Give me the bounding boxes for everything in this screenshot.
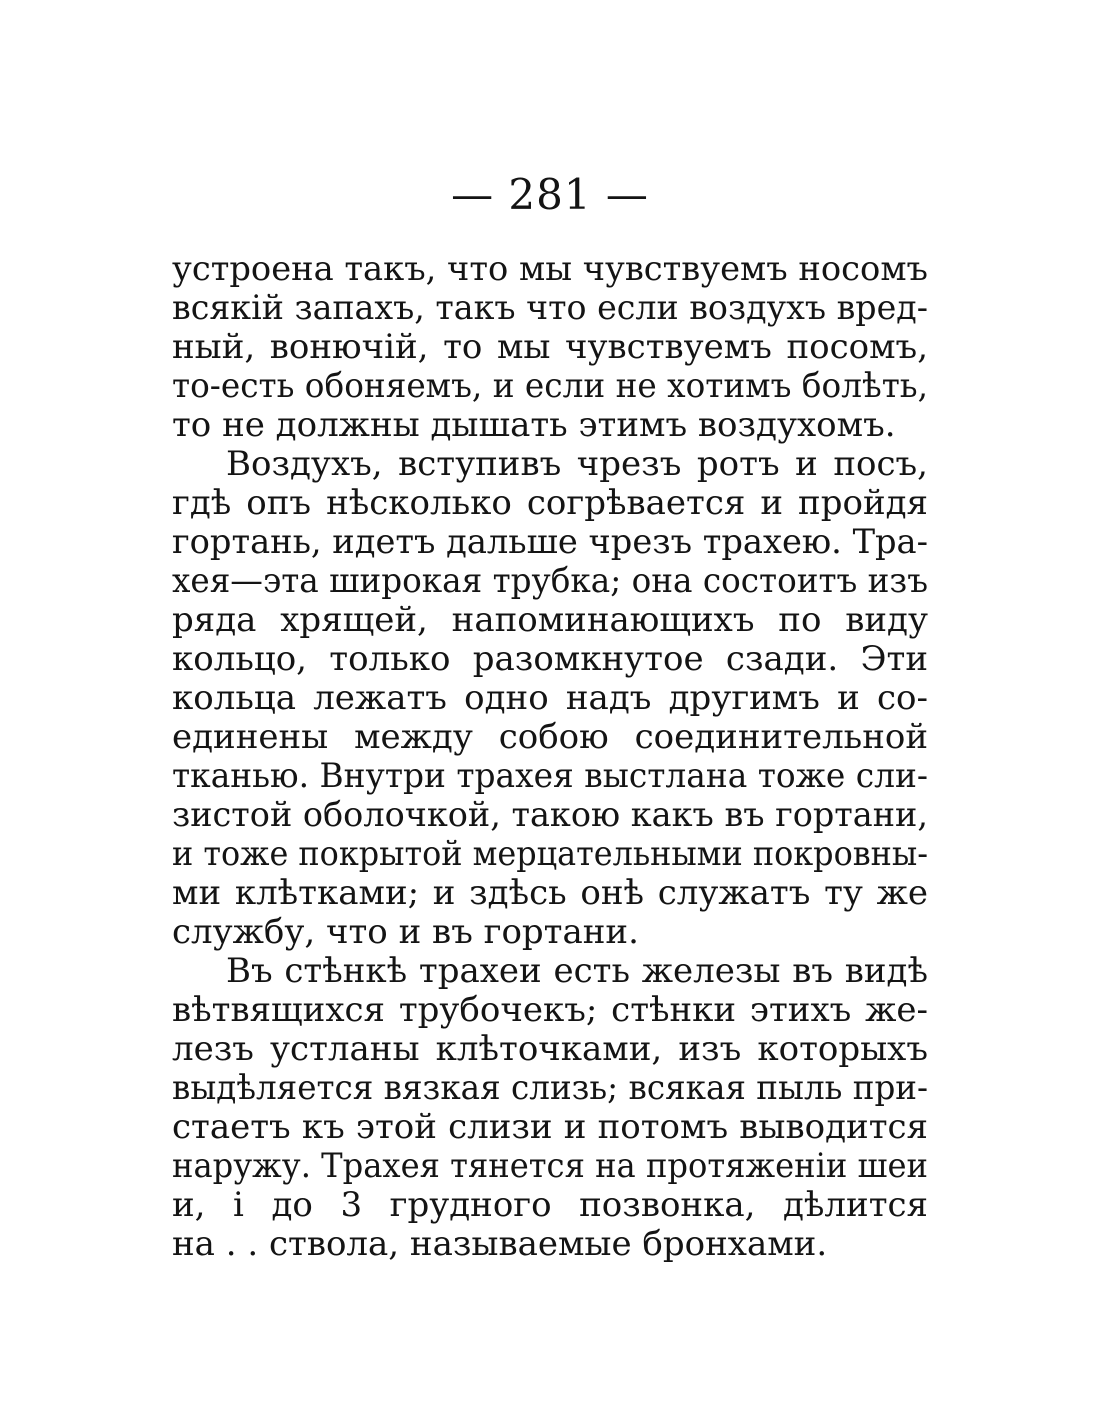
text-line: единены между собою соединительной [172, 717, 928, 757]
text-line: гортань, идетъ дальше чрезъ трахею. Тра- [172, 522, 929, 562]
text-line: кольцо, только разомкнутое сзади. Эти [172, 639, 928, 679]
text-line: ми клѣтками; и здѣсь онѣ служатъ ту же [172, 873, 928, 913]
text-line: гдѣ опъ нѣсколько согрѣвается и пройдя [172, 483, 928, 523]
text-line: службу, что и въ гортани. [172, 912, 639, 952]
text-line: выдѣляется вязкая слизь; всякая пыль при- [172, 1068, 929, 1108]
text-line: и тоже покрытой мерцательными покровны- [172, 834, 929, 874]
text-line: кольца лежатъ одно надъ другимъ и со- [172, 678, 928, 718]
text-line: ный, вонючій, то мы чувствуемъ посомъ, [172, 327, 928, 367]
text-line: всякій запахъ, такъ что если воздухъ вред- [172, 288, 928, 328]
text-line: и, і до 3 грудного позвонка, дѣлится [172, 1185, 928, 1225]
text-line: устроена такъ, что мы чувствуемъ носомъ [172, 249, 928, 289]
paragraph-3 [172, 952, 928, 1264]
text-line: зистой оболочкой, такою какъ въ гортани, [172, 795, 929, 835]
text-line: то не должны дышать этимъ воздухомъ. [172, 405, 896, 445]
text-line: Воздухъ, вступивъ чрезъ ротъ и посъ, [226, 444, 928, 484]
text-line: тканью. Внутри трахея выстлана тоже сли- [172, 756, 928, 796]
paragraph-2 [172, 445, 928, 952]
text-line: ряда хрящей, напоминающихъ по виду [172, 600, 928, 640]
text-line: стаетъ къ этой слизи и потомъ выводится [172, 1107, 928, 1147]
text-line: на . . ствола, называемые бронхами. [172, 1224, 828, 1264]
page-number: — 281 — [451, 170, 649, 219]
paragraph-1 [172, 250, 928, 445]
text-line: наружу. Трахея тянется на протяженіи шеи [172, 1146, 928, 1186]
body-text [172, 250, 928, 1264]
text-line: хея—эта широкая трубка; она состоитъ изъ [172, 561, 928, 601]
text-line: то-есть обоняемъ, и если не хотимъ болѣть, [172, 366, 928, 406]
text-line: лезъ устланы клѣточками, изъ которыхъ [172, 1029, 928, 1069]
text-line: вѣтвящихся трубочекъ; стѣнки этихъ же- [172, 990, 928, 1030]
text-line: Въ стѣнкѣ трахеи есть железы въ видѣ [226, 951, 928, 991]
